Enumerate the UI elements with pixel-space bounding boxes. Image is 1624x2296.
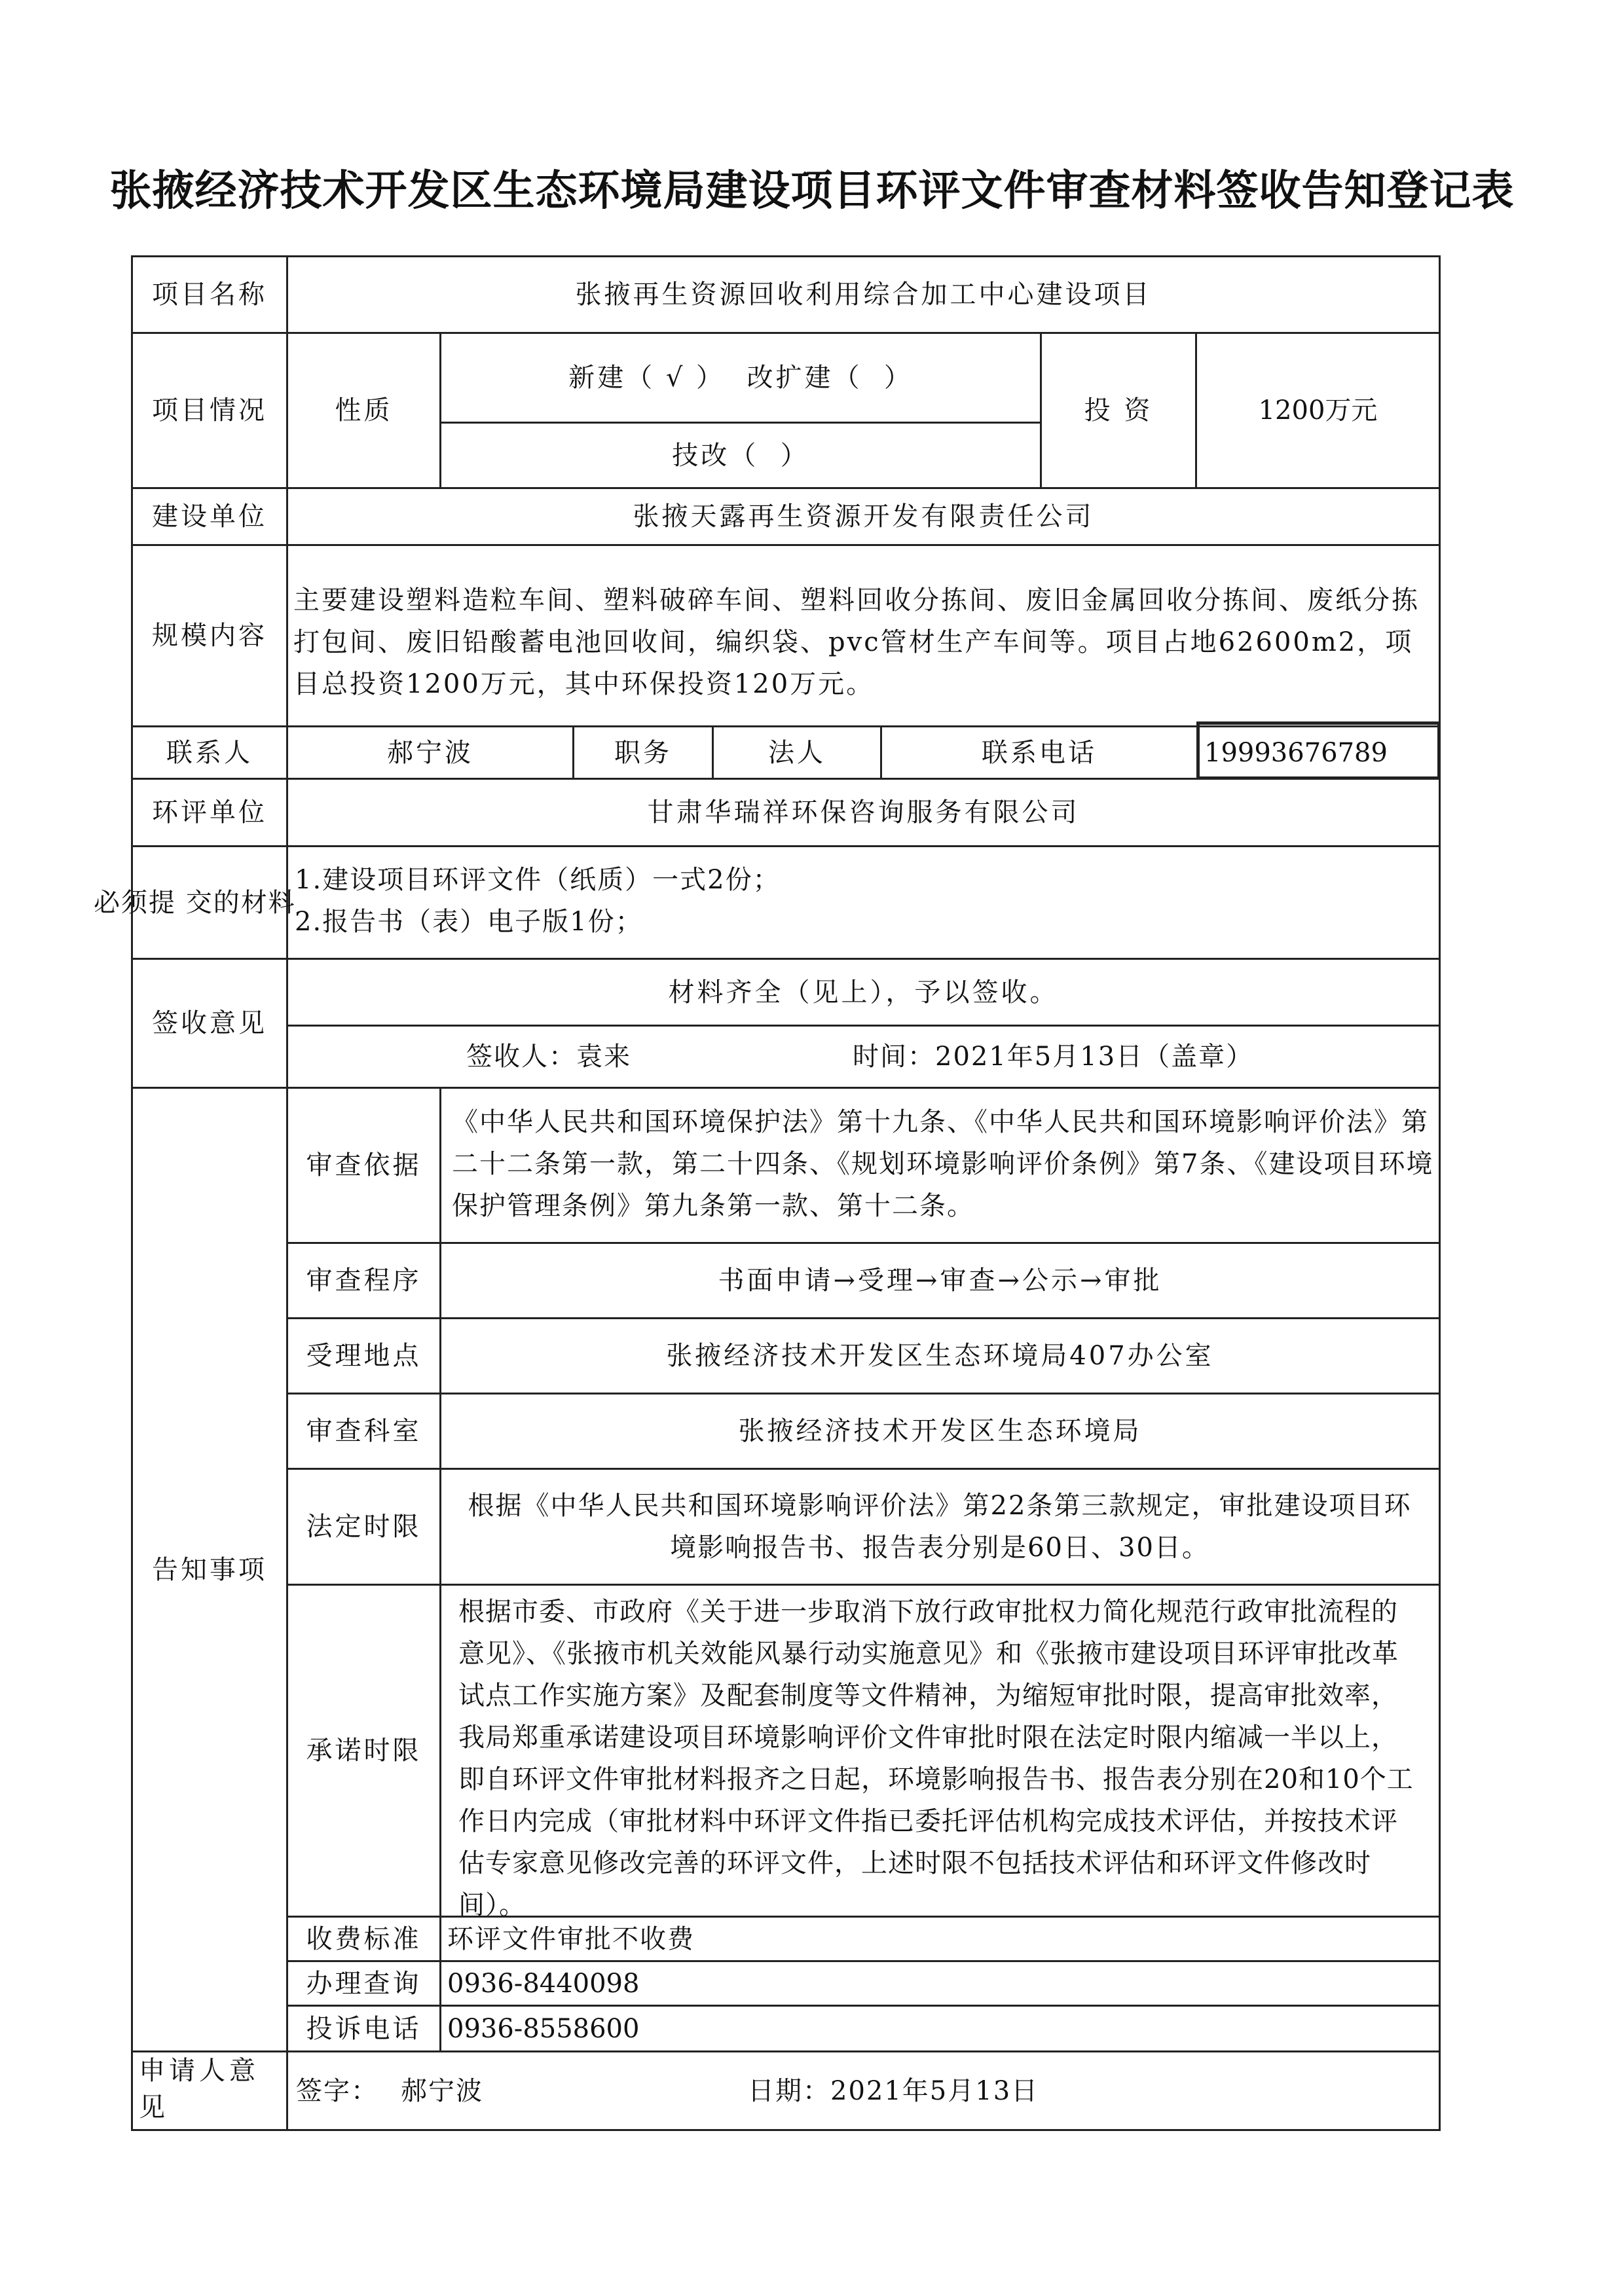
fee-value: 环评文件审批不收费 [447,1923,695,1954]
department-label: 审查科室 [306,1416,422,1446]
position-value: 法人 [768,737,826,768]
inquiry-phone: 0936-8440098 [447,1968,640,1999]
construction-unit-label: 建设单位 [152,501,267,532]
nature-options-upgrade: 技改（ ） [672,440,809,471]
nature-options-new: 新建（ √ ） 改扩建（ ） [568,363,913,393]
procedure-label: 审查程序 [306,1266,422,1296]
receipt-signer: 签收人：袁来 [466,1042,631,1072]
materials-item-2: 2.报告书（表）电子版1份； [295,907,643,937]
form-title: 张掖经济技术开发区生态环境局建设项目环评文件审查材料签收告知登记表 [109,167,1515,215]
receipt-opinion: 材料齐全（见上），予以签收。 [668,977,1059,1008]
project-name-label: 项目名称 [152,280,267,310]
procedure-value: 书面申请→受理→审查→公示→审批 [718,1266,1162,1296]
legal-limit-label: 法定时限 [306,1512,422,1542]
eia-unit-value: 甘肃华瑞祥环保咨询服务有限公司 [647,797,1080,828]
promise-limit-label: 承诺时限 [306,1736,422,1766]
scale-label: 规模内容 [152,621,267,651]
investment-value: 1200万元 [1258,395,1378,426]
phone-value: 19993676789 [1204,737,1388,768]
receipt-label: 签收意见 [152,1008,267,1038]
materials-label: 必须提 交的材料 [94,887,296,918]
review-basis-value: 《中华人民共和国环境保护法》第十九条、《中华人民共和国环境影响评价法》第二十二条第一款，第二十四条、《规划环境影响评价条例》第7条、《建设项目环境保护管理条例》第九条第一款、第十二条。 [452,1107,1434,1221]
legal-limit-value: 根据《中华人民共和国环境影响评价法》第22条第三款规定，审批建设项目环境影响报告书、报告表分别是60日、30日。 [468,1491,1412,1563]
location-value: 张掖经济技术开发区生态环境局407办公室 [666,1341,1214,1371]
materials-item-1: 1.建设项目环评文件（纸质）一式2份； [295,865,781,895]
construction-unit-value: 张掖天露再生资源开发有限责任公司 [633,501,1094,532]
phone-label: 联系电话 [982,737,1097,768]
applicant-sign-label: 签字： [296,2075,378,2106]
scale-value: 主要建设塑料造粒车间、塑料破碎车间、塑料回收分拣间、废旧金属回收分拣间、废纸分拣打包间、废旧铅酸蓄电池回收间，编织袋、pvc管材生产车间等。项目占地62600m2，项目总投资1200万元，其中环保投资120万元。 [293,585,1420,699]
complaint-phone: 0936-8558600 [447,2013,640,2044]
location-label: 受理地点 [306,1341,422,1371]
complaint-label: 投诉电话 [306,2013,422,2044]
applicant-date: 日期：2021年5月13日 [748,2075,1039,2106]
project-info-label: 项目情况 [152,395,267,426]
review-basis-label: 审查依据 [306,1150,422,1180]
fee-label: 收费标准 [306,1923,422,1954]
investment-label: 投 资 [1084,395,1153,426]
project-name-value: 张掖再生资源回收利用综合加工中心建设项目 [575,280,1152,310]
applicant-signature: 郝宁波 [401,2075,483,2106]
applicant-label: 申请人意见 [139,2056,259,2123]
notice-label: 告知事项 [152,1554,267,1585]
department-value: 张掖经济技术开发区生态环境局 [738,1416,1142,1446]
promise-limit-value: 根据市委、市政府《关于进一步取消下放行政审批权力简化规范行政审批流程的意见》、《张掖市机关效能风暴行动实施意见》和《张掖市建设项目环评审批改革试点工作实施方案》及配套制度等文件精神，为缩短审批时限，提高审批效率，我局郑重承诺建设项目环境影响评价文件审批时限在法定时限内缩减一半以上，即自环评文件审批材料报齐之日起，环境影响报告书、报告表分别在20和10个工作日内完成（审批材料中环评文件指已委托评估机构完成技术评估，并按技术评估专家意见修改完善的环评文件，上述时限不包括技术评估和环评文件修改时间）。 [458,1597,1414,1920]
nature-label: 性质 [335,395,393,426]
inquiry-label: 办理查询 [306,1968,422,1999]
contact-name: 郝宁波 [387,737,473,768]
eia-unit-label: 环评单位 [152,797,267,828]
position-label: 职务 [614,737,672,768]
contact-label: 联系人 [166,737,253,768]
receipt-time: 时间：2021年5月13日（盖章） [853,1042,1254,1072]
